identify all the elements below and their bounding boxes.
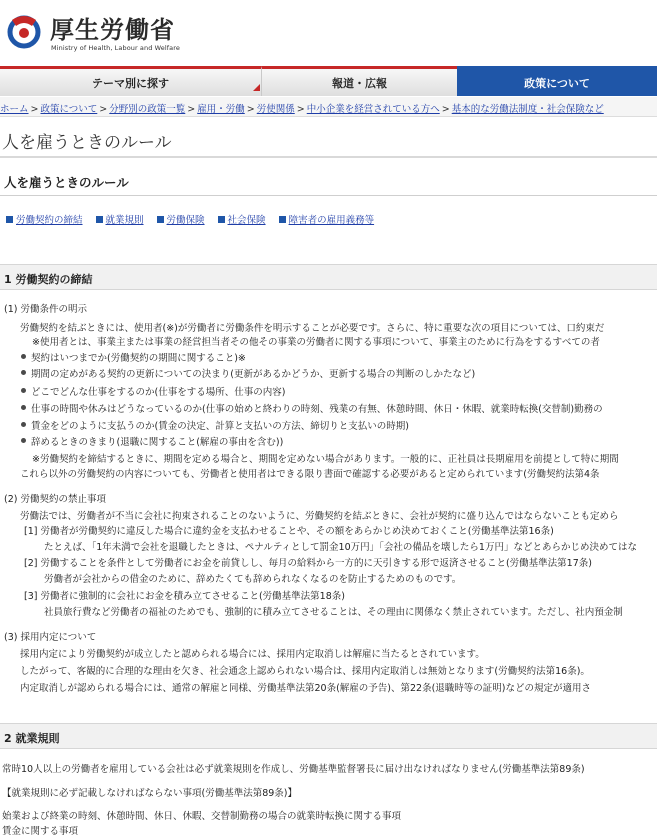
anchor-link-label: 就業規則: [105, 215, 144, 226]
bullet-icon: [21, 438, 26, 443]
note: ※使用者とは、事業主または事業の経営担当者その他その事業の労働者に関する事項について、事業主のために行為をするすべての者: [32, 337, 600, 348]
breadcrumb-labor-law[interactable]: 基本的な労働法制度・社会保険など: [451, 104, 604, 115]
paragraph: これら以外の労働契約の内容についても、労働者と使用者はできる限り書面で確認する必要があると定められています(労働契約法第4条: [20, 469, 600, 480]
example: 労働者が会社からの借金のために、辞めたくても辞められなくなるのを防止するためのものです。: [44, 574, 462, 585]
bullet-icon: [21, 354, 26, 359]
breadcrumb-sep: >: [99, 104, 108, 115]
square-bullet-icon: [279, 216, 286, 223]
breadcrumb-sep: >: [296, 104, 305, 115]
bullet-icon: [21, 422, 26, 427]
paragraph: 始業および終業の時刻、休憩時間、休日、休暇、交替制勤務の場合の就業時転換に関する事項: [2, 811, 402, 822]
section-heading: 2 就業規則: [4, 732, 60, 745]
logo-title[interactable]: 厚生労働省: [50, 16, 175, 44]
breadcrumb-sep: >: [187, 104, 196, 115]
breadcrumb-policy[interactable]: 政策について: [40, 104, 98, 115]
anchor-link-disability-employment[interactable]: [279, 212, 375, 226]
divider: [0, 156, 657, 158]
mhlw-logo-icon[interactable]: [6, 10, 42, 50]
list-item: 期間の定めがある契約の更新についての決まり(更新があるかどうか、更新する場合の判断のしかたなど): [31, 369, 476, 380]
divider: [0, 195, 657, 196]
bullet-icon: [21, 388, 26, 393]
breadcrumb-employment[interactable]: 雇用・労働: [197, 104, 245, 115]
paragraph: 採用内定により労働契約が成立したと認められる場合には、採用内定取消しは解雇に当たるとされています。: [20, 649, 485, 660]
section-heading: 1 労働契約の締結: [4, 273, 93, 286]
breadcrumb-sme[interactable]: 中小企業を経営されている方へ: [306, 104, 440, 115]
paragraph: 【就業規則に必ず記載しなければならない事項(労働基準法第89条)】: [2, 788, 298, 799]
breadcrumb-labor-relations[interactable]: 労使関係: [256, 104, 295, 115]
anchor-link-social-insurance[interactable]: [218, 212, 266, 226]
list-item: 賃金をどのように支払うのか(賃金の決定、計算と支払いの方法、締切りと支払いの時期): [31, 421, 409, 432]
list-item: どこでどんな仕事をするのか(仕事をする場所、仕事の内容): [31, 387, 286, 398]
paragraph: 内定取消しが認められる場合には、通常の解雇と同様、労働基準法第20条(解雇の予告)、第22条(退職時等の証明)などの規定が適用さ: [20, 683, 592, 694]
paragraph: したがって、客観的に合理的な理由を欠き、社会通念上認められない場合は、採用内定取消しは無効となります(労働契約法第16条)。: [20, 666, 590, 677]
breadcrumb-sep: >: [441, 104, 450, 115]
breadcrumb-sep: >: [30, 104, 39, 115]
list-item: 契約はいつまでか(労働契約の期間に関すること)※: [31, 353, 246, 364]
anchor-link-label: 労働保険: [166, 215, 205, 226]
square-bullet-icon: [96, 216, 103, 223]
list-item: 仕事の時間や休みはどうなっているのか(仕事の始めと終わりの時刻、残業の有無、休憩時間、休日・休暇、就業時転換(交替制)勤務の: [31, 404, 603, 415]
paragraph: 常時10人以上の労働者を雇用している会社は必ず就業規則を作成し、労働基準監督署長に届け出なければなりません(労働基準法第89条): [2, 764, 585, 775]
page-title: 人を雇うときのルール: [2, 133, 172, 153]
note: ※労働契約を締結するときに、期間を定める場合と、期間を定めない場合があります。一般的に、正社員は長期雇用を前提として特に期間: [32, 454, 619, 465]
list-item: [2] 労働することを条件として労働者にお金を前貸しし、毎月の給料から一方的に天引きする形で返済させること(労働基準法第17条): [24, 558, 592, 569]
section-title: 人を雇うときのルール: [4, 175, 129, 190]
anchor-links: [6, 212, 374, 226]
anchor-link-work-rules[interactable]: [96, 212, 144, 226]
paragraph: 労働法では、労働者が不当に会社に拘束されることのないように、労働契約を結ぶときに、会社が契約に盛り込んではならないことも定めら: [20, 511, 619, 522]
anchor-link-label: 障害者の雇用義務等: [288, 215, 375, 226]
breadcrumb: [0, 97, 657, 117]
site-header: [0, 0, 657, 66]
breadcrumb-home[interactable]: ホーム: [0, 104, 29, 115]
anchor-link-label: 労働契約の締結: [16, 215, 83, 226]
list-item: [1] 労働者が労働契約に違反した場合に違約金を支払わせることや、その額をあらかじめ決めておくこと(労働基準法第16条): [24, 526, 554, 537]
anchor-link-contract[interactable]: [6, 212, 83, 226]
square-bullet-icon: [218, 216, 225, 223]
example: たとえば、「1年未満で会社を退職したときは、ペナルティとして罰金10万円」「会社の備品を壊したら1万円」などとあらかじめ決めてはな: [44, 542, 637, 553]
list-item: [3] 労働者に強制的に会社にお金を積み立てさせること(労働基準法第18条): [24, 591, 345, 602]
tab-news[interactable]: 報道・広報: [261, 66, 457, 96]
logo-subtitle: Ministry of Health, Labour and Welfare: [51, 44, 180, 52]
example: 社員旅行費など労働者の福祉のためでも、強制的に積み立てさせることは、その理由に関係なく禁止されています。ただし、社内預金制: [44, 607, 623, 618]
breadcrumb-sep: >: [246, 104, 255, 115]
tab-corner-marker: [253, 84, 260, 91]
anchor-link-labor-insurance[interactable]: [157, 212, 205, 226]
bullet-icon: [21, 370, 26, 375]
square-bullet-icon: [6, 216, 13, 223]
subheading: (1) 労働条件の明示: [4, 304, 87, 315]
paragraph: 賃金に関する事項: [2, 826, 79, 837]
tab-policy[interactable]: 政策について: [457, 66, 657, 96]
section-heading-bar: [0, 723, 657, 749]
square-bullet-icon: [157, 216, 164, 223]
subheading: (3) 採用内定について: [4, 632, 97, 643]
breadcrumb-policy-list[interactable]: 分野別の政策一覧: [109, 104, 186, 115]
bullet-icon: [21, 405, 26, 410]
subheading: (2) 労働契約の禁止事項: [4, 494, 106, 505]
list-item: 辞めるときのきまり(退職に関すること(解雇の事由を含む)): [31, 437, 284, 448]
tab-theme-search[interactable]: テーマ別に探す: [0, 66, 261, 96]
global-nav: [0, 66, 657, 96]
anchor-link-label: 社会保険: [227, 215, 266, 226]
section-heading-bar: [0, 264, 657, 290]
paragraph: 労働契約を結ぶときには、使用者(※)が労働者に労働条件を明示することが必要です。さらに、特に重要な次の項目については、口約束だ: [20, 323, 605, 334]
